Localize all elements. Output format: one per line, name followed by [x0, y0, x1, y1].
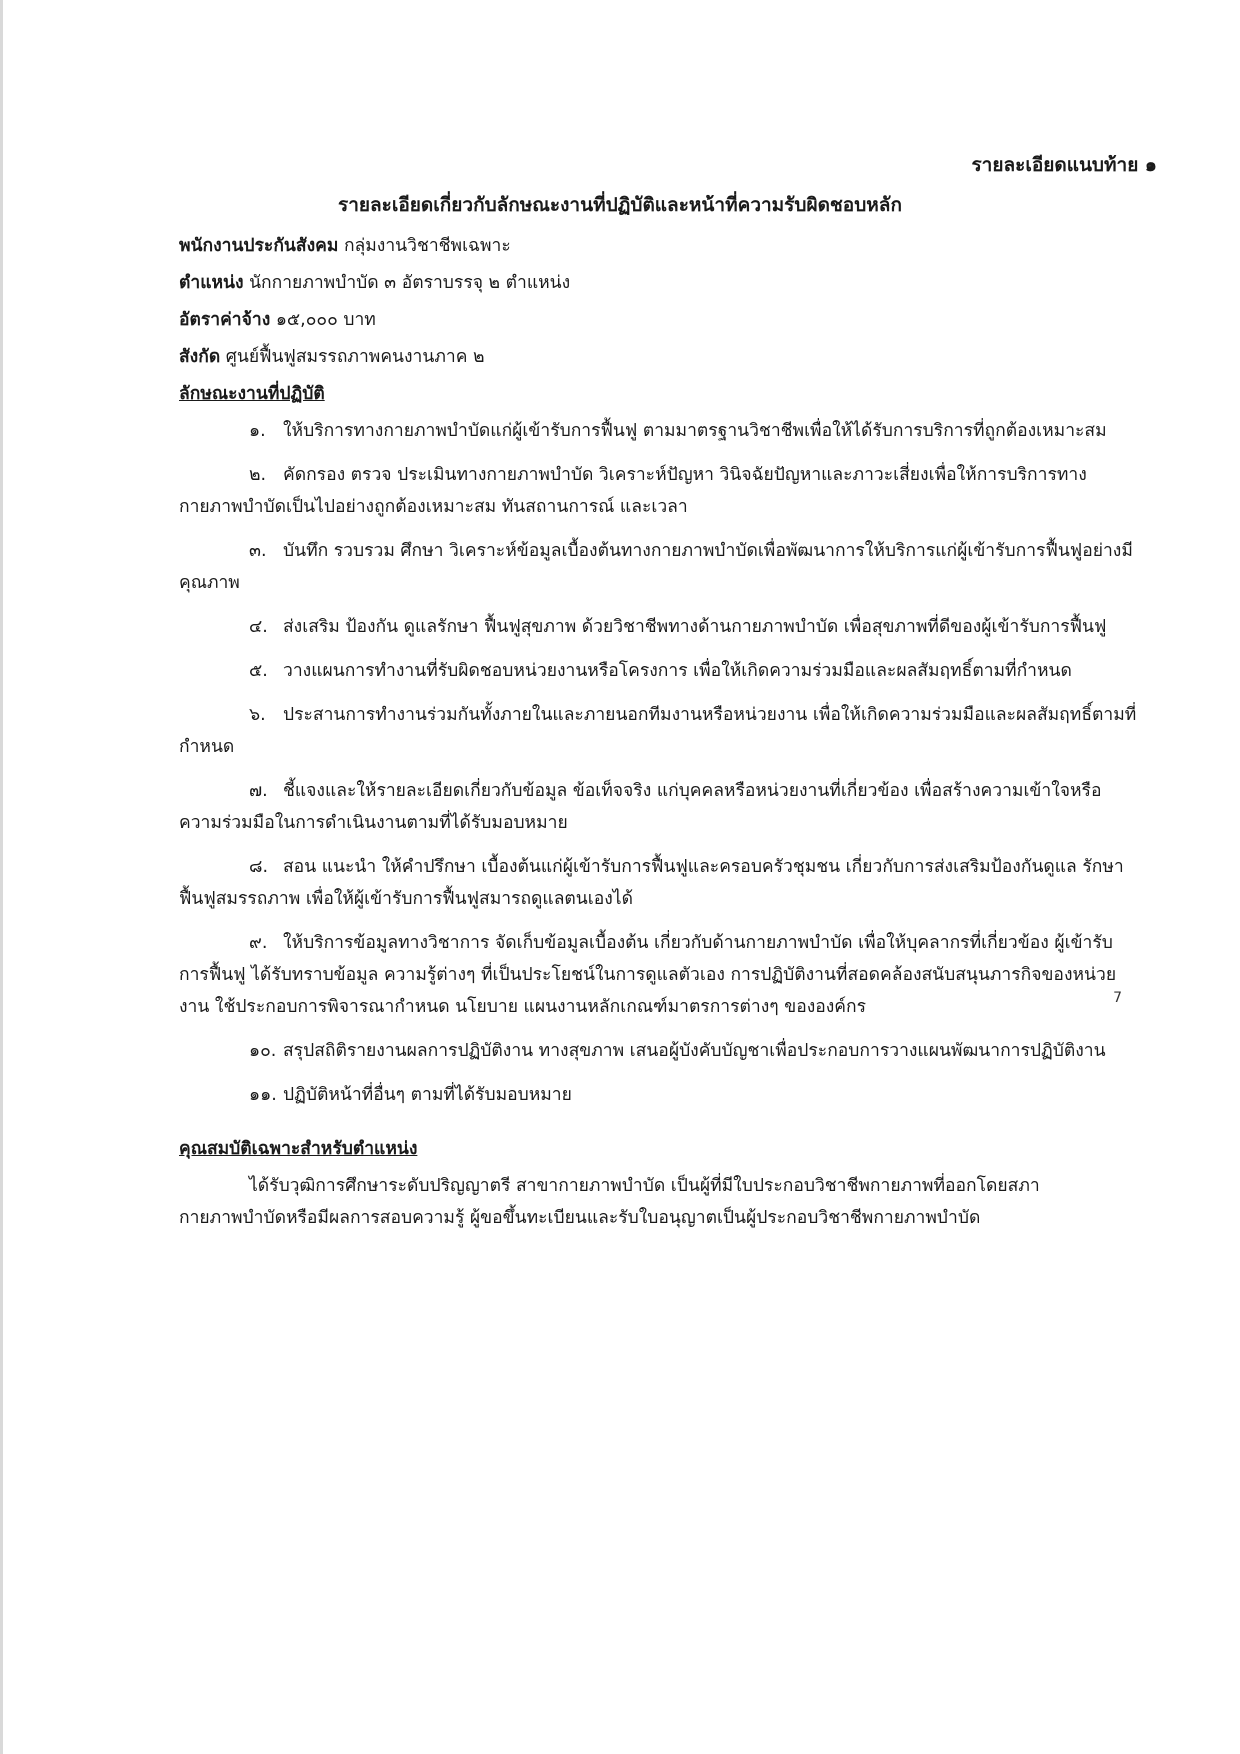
duty-number: ๑๐. [249, 1041, 277, 1061]
duty-item [179, 415, 1139, 447]
document-body [179, 230, 1139, 1234]
scan-edge [0, 0, 3, 1754]
info-label: ตำแหน่ง [179, 273, 244, 293]
duty-item [179, 851, 1139, 915]
document-title: รายละเอียดเกี่ยวกับลักษณะงานที่ปฏิบัติและหน้าที่ความรับผิดชอบหลัก [338, 194, 902, 216]
duty-item [179, 459, 1139, 523]
info-value: นักกายภาพบำบัด ๓ อัตราบรรจุ ๒ ตำแหน่ง [243, 273, 571, 293]
info-value: กลุ่มงานวิชาชีพเฉพาะ [338, 236, 511, 256]
duty-number: ๓. [249, 541, 267, 561]
qualification-text: ได้รับวุฒิการศึกษาระดับปริญญาตรี สาขากายภาพบำบัด เป็นผู้ที่มีใบประกอบวิชาชีพกายภาพที่ออกโดยสภากายภาพบำบัดหรือมีผลการสอบความรู้ ผู้ขอขึ้นทะเบียนและรับใบอนุญาตเป็นผู้ประกอบวิชาชีพกายภาพบำบัด [179, 1176, 1040, 1228]
duty-text: บันทึก รวบรวม ศึกษา วิเคราะห์ข้อมูลเบื้องต้นทางกายภาพบำบัดเพื่อพัฒนาการให้บริการแก่ผู้เข้ารับการฟื้นฟูอย่างมีคุณภาพ [179, 541, 1133, 593]
info-label: อัตราค่าจ้าง [179, 310, 271, 330]
duty-item [179, 1035, 1139, 1067]
duty-text: ปฏิบัติหน้าที่อื่นๆ ตามที่ได้รับมอบหมาย [283, 1085, 572, 1105]
duty-item [179, 611, 1139, 643]
info-label: พนักงานประกันสังคม [179, 236, 339, 256]
scan-mark: 7 [1113, 990, 1122, 1006]
duty-item [179, 535, 1139, 599]
duty-number: ๘. [249, 857, 269, 877]
duty-text: ประสานการทำงานร่วมกันทั้งภายในและภายนอกทีมงานหรือหน่วยงาน เพื่อให้เกิดความร่วมมือและผลสัมฤทธิ์ตามที่กำหนด [179, 705, 1137, 757]
duty-number: ๒. [249, 465, 267, 485]
duty-number: ๑. [249, 421, 266, 441]
duty-item [179, 699, 1139, 763]
attachment-label: รายละเอียดแนบท้าย ๑ [971, 154, 1157, 176]
duty-item [179, 927, 1139, 1023]
duty-text: วางแผนการทำงานที่รับผิดชอบหน่วยงานหรือโครงการ เพื่อให้เกิดความร่วมมือและผลสัมฤทธิ์ตามที่กำหนด [283, 661, 1072, 681]
info-salary [179, 304, 1139, 336]
info-employee-type [179, 230, 1139, 262]
duty-text: คัดกรอง ตรวจ ประเมินทางกายภาพบำบัด วิเคราะห์ปัญหา วินิจฉัยปัญหาและภาวะเสี่ยงเพื่อให้การบริการทางกายภาพบำบัดเป็นไปอย่างถูกต้องเหมาะสม ทันสถานการณ์ และเวลา [179, 465, 1087, 517]
duty-item [179, 1079, 1139, 1111]
duty-text: ส่งเสริม ป้องกัน ดูแลรักษา ฟื้นฟูสุขภาพ ด้วยวิชาชีพทางด้านกายภาพบำบัด เพื่อสุขภาพที่ดีของผู้เข้ารับการฟื้นฟู [283, 617, 1107, 637]
duty-number: ๙. [249, 933, 268, 953]
duty-item [179, 775, 1139, 839]
duty-text: ให้บริการข้อมูลทางวิชาการ จัดเก็บข้อมูลเบื้องต้น เกี่ยวกับด้านกายภาพบำบัด เพื่อให้บุคลากรที่เกี่ยวข้อง ผู้เข้ารับการฟื้นฟู ได้รับทราบข้อมูล ความรู้ต่างๆ ที่เป็นประโยชน์ในการดูแลตัวเอง การปฏิบัติงานที่สอดคล้องสนับสนุนภารกิจของหน่วยงาน ใช้ประกอบการพิจารณากำหนด นโยบาย แผนงานหลักเกณฑ์มาตรการต่างๆ ขององค์กร [179, 933, 1117, 1017]
info-affiliation [179, 341, 1139, 373]
duty-number: ๖. [249, 705, 266, 725]
duty-text: สรุปสถิติรายงานผลการปฏิบัติงาน ทางสุขภาพ เสนอผู้บังคับบัญชาเพื่อประกอบการวางแผนพัฒนาการปฏิบัติงาน [283, 1041, 1106, 1061]
duties-heading: ลักษณะงานที่ปฏิบัติ [179, 384, 325, 404]
duty-number: ๕. [249, 661, 268, 681]
info-label: สังกัด [179, 347, 221, 367]
duty-text: ให้บริการทางกายภาพบำบัดแก่ผู้เข้ารับการฟื้นฟู ตามมาตรฐานวิชาชีพเพื่อให้ได้รับการบริการที่ถูกต้องเหมาะสม [283, 421, 1107, 441]
duty-text: ชี้แจงและให้รายละเอียดเกี่ยวกับข้อมูล ข้อเท็จจริง แก่บุคคลหรือหน่วยงานที่เกี่ยวข้อง เพื่อสร้างความเข้าใจหรือความร่วมมือในการดำเนินงานตามที่ได้รับมอบหมาย [179, 781, 1102, 833]
qualification-heading: คุณสมบัติเฉพาะสำหรับตำแหน่ง [179, 1139, 418, 1159]
info-value: ศูนย์ฟื้นฟูสมรรถภาพคนงานภาค ๒ [220, 347, 485, 367]
info-value: ๑๕,๐๐๐ บาท [270, 310, 376, 330]
duty-item [179, 655, 1139, 687]
duty-number: ๗. [249, 781, 268, 801]
duty-text: สอน แนะนำ ให้คำปรึกษา เบื้องต้นแก่ผู้เข้ารับการฟื้นฟูและครอบครัวชุมชน เกี่ยวกับการส่งเสริมป้องกันดูแล รักษา ฟื้นฟูสมรรถภาพ เพื่อให้ผู้เข้ารับการฟื้นฟูสมารถดูแลตนเองได้ [179, 857, 1124, 909]
info-position [179, 267, 1139, 299]
duty-number: ๔. [249, 617, 268, 637]
duty-number: ๑๑. [249, 1085, 277, 1105]
